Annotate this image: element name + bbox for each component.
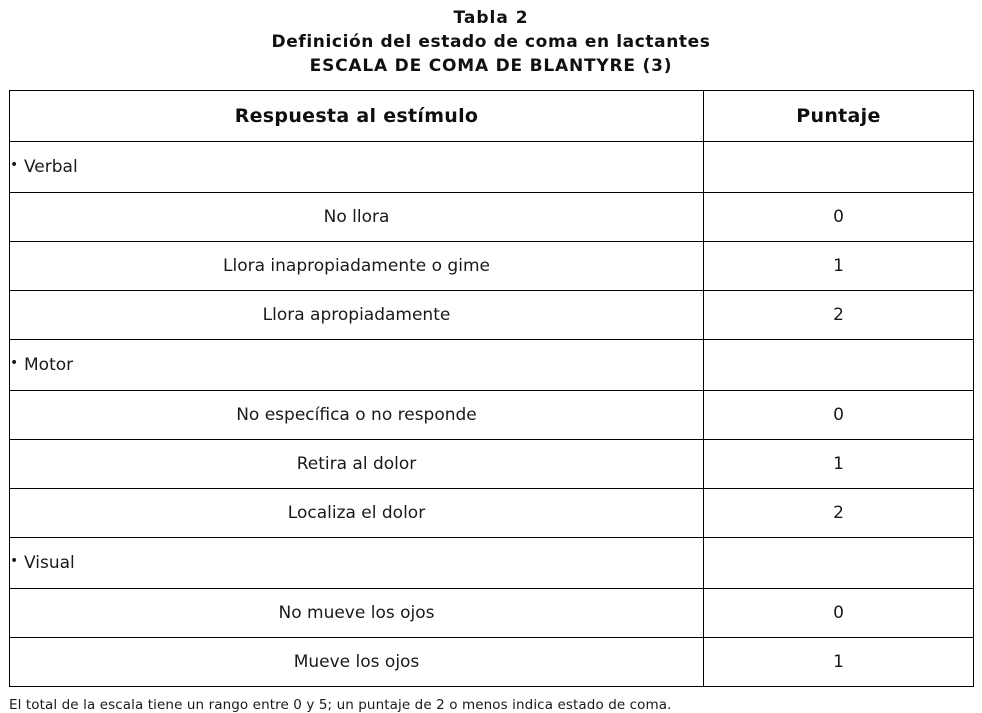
group-label: Motor: [24, 355, 74, 375]
item-score: 0: [704, 391, 974, 440]
item-score: 1: [704, 638, 974, 687]
bullet-icon: •: [10, 553, 19, 569]
item-label: No mueve los ojos: [10, 589, 704, 638]
table-row: [10, 193, 974, 242]
table-header-row: [10, 91, 974, 142]
item-label: Llora apropiadamente: [10, 291, 704, 340]
table-row: [10, 291, 974, 340]
item-label: Mueve los ojos: [10, 638, 704, 687]
table-row: [10, 589, 974, 638]
group-score-cell: [704, 538, 974, 589]
blantyre-coma-scale-table: [9, 90, 974, 687]
group-label-cell: [10, 142, 704, 193]
item-label: No específica o no responde: [10, 391, 704, 440]
table-subcaption: ESCALA DE COMA DE BLANTYRE (3): [309, 56, 673, 76]
table-footnote: El total de la escala tiene un rango entre 0 y 5; un puntaje de 2 o menos indica estado de coma.: [9, 697, 672, 713]
item-score: 2: [704, 291, 974, 340]
item-label: Llora inapropiadamente o gime: [10, 242, 704, 291]
column-header-score: Puntaje: [704, 91, 974, 142]
item-score: 0: [704, 193, 974, 242]
item-label: No llora: [10, 193, 704, 242]
item-score: 1: [704, 242, 974, 291]
table-caption: Definición del estado de coma en lactantes: [271, 32, 711, 52]
group-label: Visual: [24, 553, 75, 573]
column-header-response: Respuesta al estímulo: [10, 91, 704, 142]
bullet-icon: •: [10, 157, 19, 173]
table-group-row: [10, 538, 974, 589]
item-score: 0: [704, 589, 974, 638]
table-row: [10, 489, 974, 538]
table-title-block: [0, 0, 982, 78]
table-number: Tabla 2: [453, 8, 529, 28]
table-group-row: [10, 142, 974, 193]
table-row: [10, 391, 974, 440]
group-label-cell: [10, 340, 704, 391]
item-label: Retira al dolor: [10, 440, 704, 489]
item-label: Localiza el dolor: [10, 489, 704, 538]
table-group-row: [10, 340, 974, 391]
table-row: [10, 440, 974, 489]
group-score-cell: [704, 142, 974, 193]
item-score: 2: [704, 489, 974, 538]
bullet-icon: •: [10, 355, 19, 371]
group-label: Verbal: [24, 157, 78, 177]
item-score: 1: [704, 440, 974, 489]
table-row: [10, 242, 974, 291]
group-label-cell: [10, 538, 704, 589]
table-row: [10, 638, 974, 687]
group-score-cell: [704, 340, 974, 391]
